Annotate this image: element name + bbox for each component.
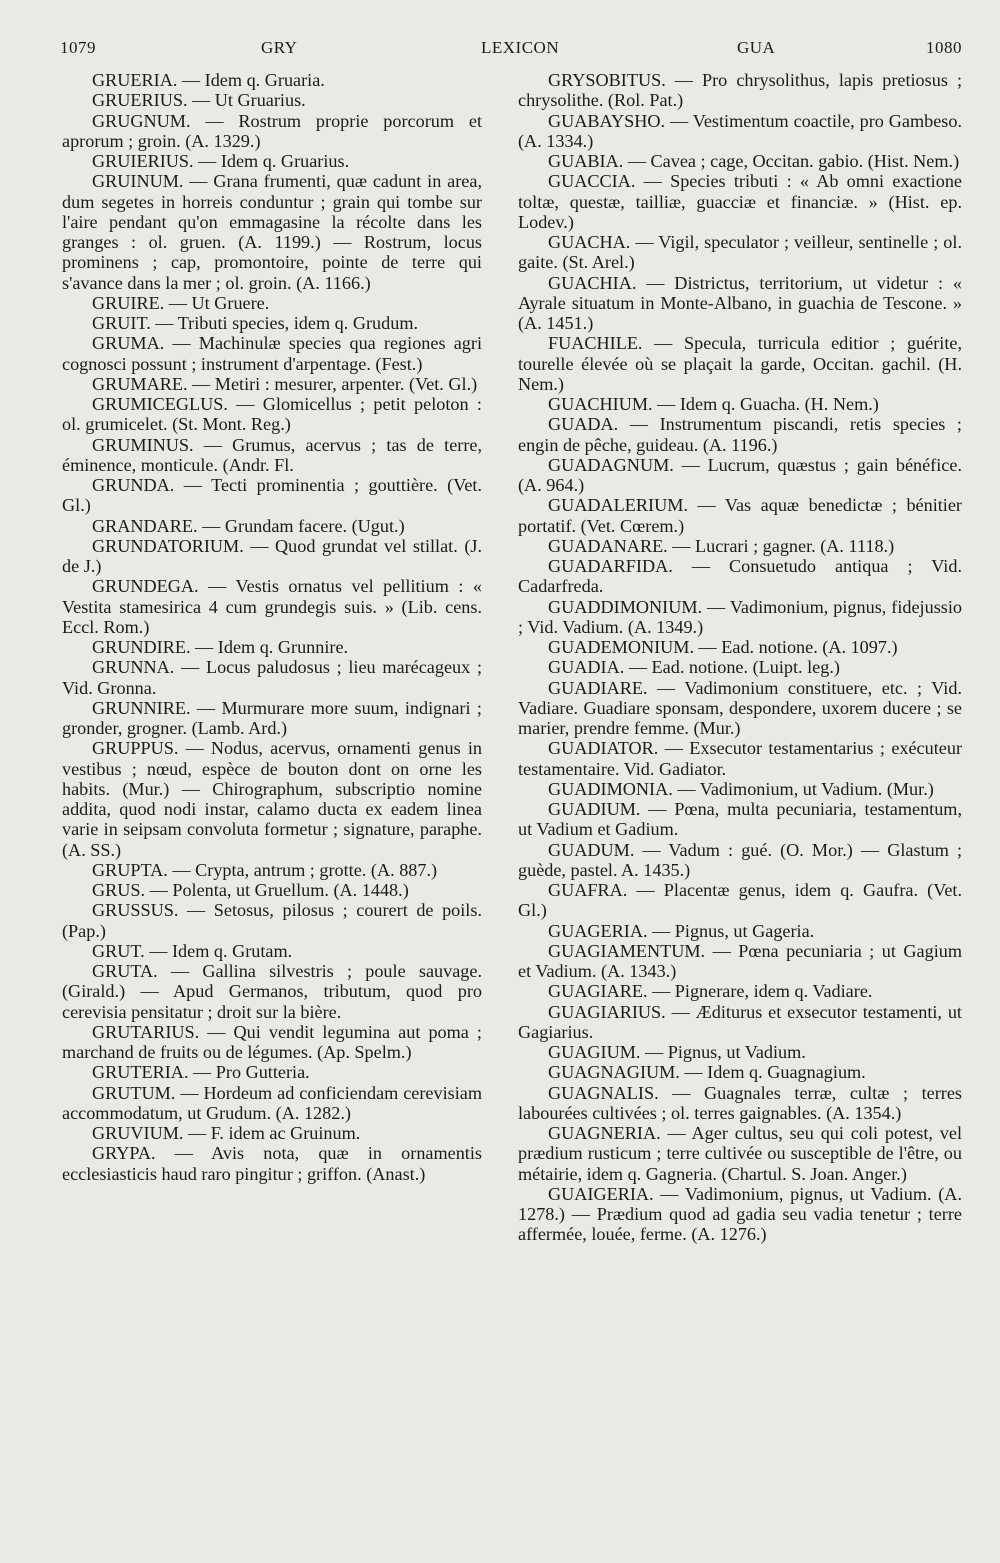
- dictionary-entry: GRUINUM. — Grana frumenti, quæ cadunt in area, dum segetes in horreis conduntur ; grain qui tombe sur l'aire pendant qu'on emmagasine la récolte dans les granges : ol. gruen. (A. 1199.) — Rostrum, locus prominens ; cap, promontoire, pointe de terre qui s'avance dans la mer ; ol. groin. (A. 1166.): [62, 171, 482, 293]
- dictionary-entry: GUACHA. — Vigil, speculator ; veilleur, sentinelle ; ol. gaite. (St. Arel.): [518, 232, 962, 273]
- dictionary-entry: GRUVIUM. — F. idem ac Gruinum.: [92, 1123, 361, 1143]
- left-column: [62, 70, 482, 1184]
- dictionary-entry: GRUMINUS. — Grumus, acervus ; tas de terre, éminence, monticule. (Andr. Fl.: [62, 434, 482, 475]
- dictionary-entry: GRUGNUM. — Rostrum proprie porcorum et aprorum ; groin. (A. 1329.): [62, 110, 482, 151]
- dictionary-entry: GRUSSUS. — Setosus, pilosus ; courert de poils. (Pap.): [62, 900, 482, 941]
- dictionary-entry: GUAGIARIUS. — Æditurus et exsecutor testamenti, ut Gagiarius.: [518, 1001, 962, 1042]
- dictionary-entry: GRUMA. — Machinulæ species qua regiones agri cognosci possunt ; instrument d'arpentage. (Fest.): [62, 333, 482, 374]
- dictionary-entry: GUAGIUM. — Pignus, ut Vadium.: [548, 1042, 806, 1062]
- dictionary-entry: GUAFRA. — Placentæ genus, idem q. Gaufra. (Vet. Gl.): [518, 880, 962, 921]
- dictionary-entry: GRUMICEGLUS. — Glomicellus ; petit peloton : ol. grumicelet. (St. Mont. Reg.): [62, 394, 482, 435]
- dictionary-entry: GRUT. — Idem q. Grutam.: [92, 940, 293, 961]
- dictionary-entry: GRUNDATORIUM. — Quod grundat vel stillat. (J. de J.): [62, 535, 482, 576]
- dictionary-entry: GUACHIA. — Districtus, territorium, ut videtur : « Ayrale situatum in Monte-Albano, in guachia de Tescone. » (A. 1451.): [518, 272, 962, 333]
- dictionary-entry: GRUTARIUS. — Qui vendit legumina aut poma ; marchand de fruits ou de légumes. (Ap. Spelm.): [62, 1021, 482, 1062]
- dictionary-entry: GUADAGNUM. — Lucrum, quæstus ; gain bénéfice. (A. 964.): [518, 454, 962, 495]
- dictionary-entry: GUAGNALIS. — Guagnales terræ, cultæ ; terres labourées cultivées ; ol. terres gaignables. (A. 1354.): [518, 1082, 962, 1123]
- dictionary-entry: FUACHILE. — Specula, turricula editior ; guérite, tourelle élevée où se plaçait la garde, Occitan. gachil. (H. Nem.): [518, 333, 962, 394]
- dictionary-entry: GUADIATOR. — Exsecutor testamentarius ; exécuteur testamentaire. Vid. Gadiator.: [518, 738, 962, 779]
- dictionary-entry: GRUIRE. — Ut Gruere.: [92, 292, 270, 313]
- right-column: [518, 70, 962, 1245]
- dictionary-entry: GRYPA. — Avis nota, quæ in ornamentis ecclesiasticis haud raro pingitur ; griffon. (Anast.): [62, 1143, 482, 1184]
- dictionary-entry: GUAGIARE. — Pignerare, idem q. Vadiare.: [548, 981, 873, 1002]
- dictionary-entry: GUADUM. — Vadum : gué. (O. Mor.) — Glastum ; guède, pastel. A. 1435.): [518, 839, 962, 880]
- dictionary-entry: GUAGIAMENTUM. — Pœna pecuniaria ; ut Gagium et Vadium. (A. 1343.): [518, 940, 962, 981]
- guide-word-right: GUA: [737, 38, 776, 57]
- dictionary-entry: GUADIMONIA. — Vadimonium, ut Vadium. (Mur.): [548, 778, 934, 799]
- dictionary-entry: GUADALERIUM. — Vas aquæ benedictæ ; bénitier portatif. (Vet. Cœrem.): [518, 495, 962, 536]
- running-title: LEXICON: [481, 38, 560, 57]
- dictionary-entry: GUADIARE. — Vadimonium constituere, etc. ; Vid. Vadiare. Guadiare sponsam, despondere, uxorem ducere ; se marier, prendre femme. (Mur.): [518, 677, 962, 738]
- dictionary-entry: GRUNDEGA. — Vestis ornatus vel pellitium : « Vestita stamesirica 4 cum grundegis suis. » (Lib. cens. Eccl. Rom.): [62, 576, 482, 637]
- dictionary-entry: GUADIUM. — Pœna, multa pecuniaria, testamentum, ut Vadium et Gadium.: [518, 799, 962, 840]
- dictionary-entry: GUADIA. — Ead. notione. (Luipt. leg.): [548, 657, 840, 678]
- dictionary-entry: GRUIERIUS. — Idem q. Gruarius.: [92, 151, 350, 171]
- dictionary-entry: GUAGNAGIUM. — Idem q. Guagnagium.: [548, 1062, 866, 1083]
- running-header: [60, 38, 962, 60]
- guide-word-left: GRY: [261, 38, 298, 57]
- dictionary-entry: GUADA. — Instrumentum piscandi, retis species ; engin de pêche, guideau. (A. 1196.): [518, 414, 962, 455]
- dictionary-entry: GUADDIMONIUM. — Vadimonium, pignus, fidejussio ; Vid. Vadium. (A. 1349.): [518, 596, 962, 637]
- dictionary-entry: GUADARFIDA. — Consuetudo antiqua ; Vid. Cadarfreda.: [518, 556, 962, 597]
- dictionary-entry: GRUTUM. — Hordeum ad conficiendam cerevisiam accommodatum, ut Grudum. (A. 1282.): [62, 1082, 482, 1123]
- dictionary-entry: GRYSOBITUS. — Pro chrysolithus, lapis pretiosus ; chrysolithe. (Rol. Pat.): [518, 70, 962, 111]
- dictionary-entry: GUAIGERIA. — Vadimonium, pignus, ut Vadium. (A. 1278.) — Prædium quod ad gadia seu vadia tenetur ; terre affermée, louée, ferme. (A. 1276.): [518, 1183, 962, 1245]
- dictionary-entry: GRUNNIRE. — Murmurare more suum, indignari ; gronder, grogner. (Lamb. Ard.): [62, 697, 482, 738]
- dictionary-entry: GRUERIUS. — Ut Gruarius.: [92, 90, 306, 111]
- page-number-right: 1080: [926, 38, 962, 57]
- dictionary-entry: GRUNNA. — Locus paludosus ; lieu marécageux ; Vid. Gronna.: [62, 657, 482, 698]
- dictionary-entry: GRUPPUS. — Nodus, acervus, ornamenti genus in vestibus ; nœud, espèce de bouton dont on orne les habits. (Mur.) — Chirographum, subscriptio nomine addita, quod nodi instar, calamo ducta ex eadem linea varie in seipsam convoluta formetur ; signature, paraphe. (A. SS.): [62, 738, 482, 860]
- dictionary-entry: GRUNDIRE. — Idem q. Grunnire.: [92, 637, 349, 657]
- dictionary-entry: GUACCIA. — Species tributi : « Ab omni exactione toltæ, questæ, tailliæ, guacciæ et financiæ. » (Hist. ep. Lodev.): [518, 171, 962, 232]
- dictionary-entry: GRUTA. — Gallina silvestris ; poule sauvage. (Girald.) — Apud Germanos, tributum, quod pro cerevisia pensitatur ; droit sur la bière.: [62, 961, 482, 1022]
- dictionary-entry: GRUPTA. — Crypta, antrum ; grotte. (A. 887.): [92, 859, 438, 880]
- dictionary-entry: GRUIT. — Tributi species, idem q. Grudum.: [92, 313, 419, 333]
- dictionary-entry: GRUTERIA. — Pro Gutteria.: [92, 1062, 310, 1083]
- dictionary-entry: GUABIA. — Cavea ; cage, Occitan. gabio. (Hist. Nem.): [548, 151, 960, 171]
- dictionary-entry: GUABAYSHO. — Vestimentum coactile, pro Gambeso. (A. 1334.): [518, 110, 962, 151]
- dictionary-entry: GUADANARE. — Lucrari ; gagner. (A. 1118.): [548, 535, 895, 556]
- dictionary-entry: GUADEMONIUM. — Ead. notione. (A. 1097.): [548, 637, 898, 657]
- dictionary-entry: GRUNDA. — Tecti prominentia ; gouttière. (Vet. Gl.): [62, 475, 482, 516]
- dictionary-entry: GRANDARE. — Grundam facere. (Ugut.): [92, 515, 405, 536]
- page-number-left: 1079: [60, 38, 96, 57]
- dictionary-entry: GRUERIA. — Idem q. Gruaria.: [92, 70, 325, 90]
- dictionary-entry: GUAGERIA. — Pignus, ut Gageria.: [548, 920, 815, 941]
- dictionary-entry: GUAGNERIA. — Ager cultus, seu qui coli potest, vel prædium rusticum ; terre cultivée ou susceptible de l'être, ou métairie, idem q. Gagneria. (Chartul. S. Joan. Anger.): [518, 1123, 962, 1184]
- dictionary-entry: GRUMARE. — Metiri : mesurer, arpenter. (Vet. Gl.): [92, 373, 478, 394]
- dictionary-entry: GRUS. — Polenta, ut Gruellum. (A. 1448.): [92, 880, 409, 900]
- dictionary-entry: GUACHIUM. — Idem q. Guacha. (H. Nem.): [548, 394, 879, 414]
